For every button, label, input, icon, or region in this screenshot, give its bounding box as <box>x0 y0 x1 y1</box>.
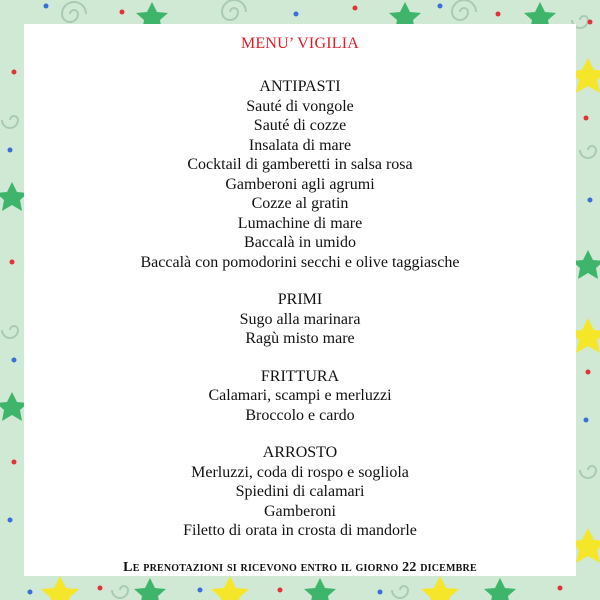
menu-item: Gamberoni agli agrumi <box>225 175 375 193</box>
menu-item: Merluzzi, coda di rospo e sogliola <box>191 463 409 481</box>
menu-item: Cocktail di gamberetti in salsa rosa <box>187 156 413 173</box>
section-primi <box>24 290 576 349</box>
menu-item: Baccalà in umido <box>244 234 356 251</box>
menu-item: Cozze al gratin <box>251 195 349 212</box>
section-antipasti <box>24 77 576 272</box>
section-heading: ARROSTO <box>262 444 338 461</box>
section-heading: PRIMI <box>277 291 323 308</box>
menu-card <box>24 24 576 576</box>
menu-item: Sauté di cozze <box>253 117 347 134</box>
menu-item: Calamari, scampi e merluzzi <box>208 387 392 404</box>
section-frittura <box>24 367 576 426</box>
menu-item: Broccolo e cardo <box>245 406 355 424</box>
menu-item: Sauté di vongole <box>246 97 354 115</box>
menu-item: Sugo alla marinara <box>239 310 361 328</box>
menu-title: MENU’ VIGILIA <box>241 35 359 52</box>
menu-item: Filetto di orata in crosta di mandorle <box>183 522 417 539</box>
menu-item: Insalata di mare <box>248 136 352 154</box>
section-heading: FRITTURA <box>260 367 340 385</box>
section-arrosto <box>24 443 576 541</box>
section-heading: ANTIPASTI <box>259 78 341 95</box>
reservation-note: Le prenotazioni si ricevono entro il giorno 22 dicembre <box>123 559 477 575</box>
menu-item: Lumachine di mare <box>237 214 363 232</box>
menu-item: Spiedini di calamari <box>235 483 365 500</box>
menu-item: Baccalà con pomodorini secchi e olive taggiasche <box>140 253 460 271</box>
menu-content <box>24 34 576 577</box>
menu-item: Gamberoni <box>264 502 336 520</box>
menu-item: Ragù misto mare <box>245 330 355 347</box>
